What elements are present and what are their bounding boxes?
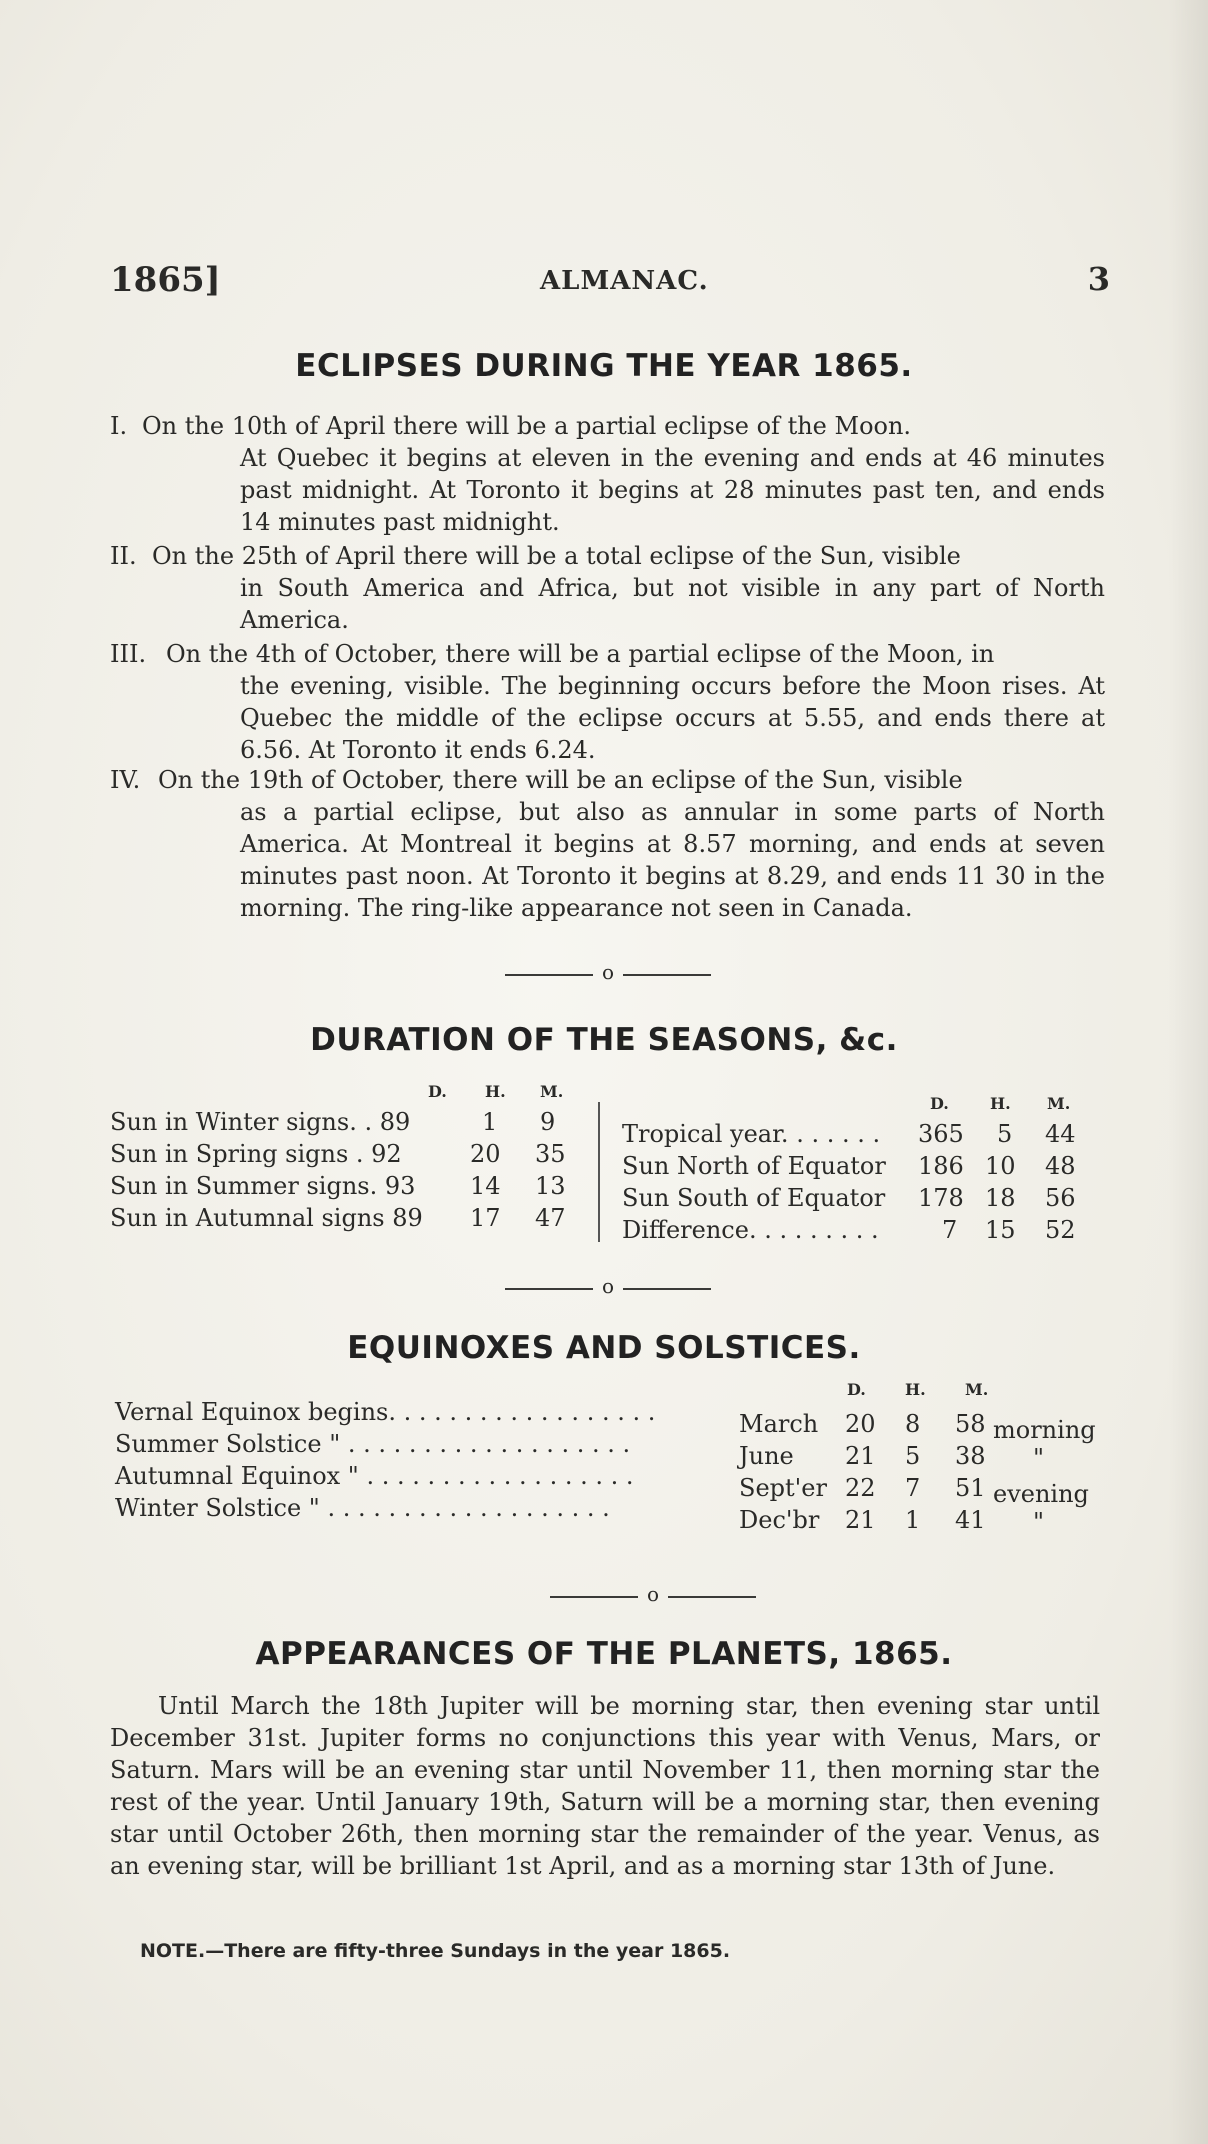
equinoxes-heading: EQUINOXES AND SOLSTICES. [347, 1330, 861, 1366]
season-minutes: 9 [540, 1108, 556, 1136]
season-days: 178 [918, 1184, 964, 1212]
equinox-time-of-day: morning [993, 1416, 1096, 1444]
season-label: Sun in Summer signs. 93 [110, 1172, 416, 1200]
col-header-d: D. [930, 1094, 949, 1113]
equinox-hour: 8 [905, 1410, 921, 1438]
equinox-time-of-day: " [1033, 1508, 1045, 1536]
season-minutes: 35 [535, 1140, 566, 1168]
eclipse-number: IV. [110, 766, 141, 794]
eclipse-number: II. [110, 542, 137, 570]
season-days: 7 [942, 1216, 958, 1244]
season-minutes: 44 [1045, 1120, 1076, 1148]
equinox-time-of-day: evening [993, 1480, 1089, 1508]
eclipse-item-1 [110, 410, 1105, 540]
eclipse-first-line: On the 10th of April there will be a partial eclipse of the Moon. [142, 412, 912, 440]
season-label: Sun in Spring signs . 92 [110, 1140, 402, 1168]
equinox-label: Autumnal Equinox " . . . . . . . . . . . . . . . . . . [115, 1462, 634, 1490]
equinox-day: 20 [845, 1410, 876, 1438]
col-header-h: H. [990, 1094, 1011, 1113]
column-divider [598, 1102, 600, 1242]
eclipse-first-line: On the 4th of October, there will be a partial eclipse of the Moon, in [166, 640, 995, 668]
eclipse-first-line: On the 25th of April there will be a total eclipse of the Sun, visible [152, 542, 961, 570]
season-hours: 14 [470, 1172, 501, 1200]
seasons-heading: DURATION OF THE SEASONS, &c. [310, 1022, 898, 1058]
season-hours: 15 [985, 1216, 1016, 1244]
page-header [110, 260, 1110, 300]
eclipse-text: the evening, visible. The beginning occurs before the Moon rises. At Quebec the middle of the eclipse occurs at 5.55, and ends there at 6.56. At Toronto it ends 6.24. [240, 672, 1105, 764]
equinox-month: June [739, 1442, 794, 1470]
col-header-h: H. [485, 1082, 506, 1101]
eclipses-heading: ECLIPSES DURING THE YEAR 1865. [295, 348, 913, 384]
header-title: ALMANAC. [540, 266, 709, 296]
season-hours: 10 [985, 1152, 1016, 1180]
season-label: Sun in Winter signs. . 89 [110, 1108, 411, 1136]
col-header-m: M. [1047, 1094, 1071, 1113]
eclipse-item-3 [110, 638, 1105, 768]
season-minutes: 48 [1045, 1152, 1076, 1180]
equinox-day: 21 [845, 1442, 876, 1470]
equinox-day: 21 [845, 1506, 876, 1534]
planets-heading: APPEARANCES OF THE PLANETS, 1865. [255, 1636, 953, 1672]
season-hours: 20 [470, 1140, 501, 1168]
season-label: Tropical year. . . . . . . [622, 1120, 881, 1148]
eclipse-number: I. [110, 412, 128, 440]
eclipse-text: in South America and Africa, but not visible in any part of North America. [240, 574, 1105, 634]
equinox-month: Dec'br [739, 1506, 820, 1534]
eclipse-text: as a partial eclipse, but also as annular in some parts of North America. At Montreal it begins at 8.57 morning, and ends at seven minutes past noon. At Toronto it begins at 8.29, and ends 11 30 in the morning. The ring-like appearance not seen in Canada. [240, 798, 1105, 922]
equinox-hour: 5 [905, 1442, 921, 1470]
season-minutes: 56 [1045, 1184, 1076, 1212]
season-hours: 18 [985, 1184, 1016, 1212]
eclipse-item-2 [110, 540, 1105, 640]
section-rule [505, 1274, 715, 1304]
season-minutes: 13 [535, 1172, 566, 1200]
eclipse-first-line: On the 19th of October, there will be an eclipse of the Sun, visible [158, 766, 963, 794]
col-header-h: H. [905, 1380, 926, 1399]
season-label: Sun in Autumnal signs 89 [110, 1204, 423, 1232]
equinox-minute: 58 [955, 1410, 986, 1438]
equinox-label: Winter Solstice " . . . . . . . . . . . . . . . . . . . [115, 1494, 610, 1522]
equinox-month: March [739, 1410, 819, 1438]
col-header-m: M. [965, 1380, 989, 1399]
equinox-row [115, 1430, 1115, 1472]
equinox-hour: 7 [905, 1474, 921, 1502]
header-year: 1865] [110, 260, 221, 300]
col-header-d: D. [428, 1082, 447, 1101]
page-edge-shadow [1168, 0, 1208, 2144]
season-hours: 1 [482, 1108, 498, 1136]
eclipse-item-4 [110, 764, 1105, 954]
eclipse-number: III. [110, 640, 147, 668]
equinox-month: Sept'er [739, 1474, 827, 1502]
equinox-row [115, 1494, 1115, 1536]
season-label: Difference. . . . . . . . . [622, 1216, 879, 1244]
season-label: Sun South of Equator [622, 1184, 886, 1212]
col-header-m: M. [540, 1082, 564, 1101]
season-label: Sun North of Equator [622, 1152, 886, 1180]
equinox-label: Vernal Equinox begins. . . . . . . . . . . . . . . . . . [115, 1398, 656, 1426]
planets-paragraph: Until March the 18th Jupiter will be morning star, then evening star until December 31st. Jupiter forms no conjunctions this year with Venus, Mars, or Saturn. Mars will be an evening star until November 11, then morning star the rest of the year. Until January 19th, Saturn will be a morning star, then evening star until October 26th, then morning star the remainder of the year. Venus, as an evening star, will be brilliant 1st April, and as a morning star 13th of June. [110, 1692, 1100, 1880]
equinox-day: 22 [845, 1474, 876, 1502]
equinox-hour: 1 [905, 1506, 921, 1534]
section-rule [505, 960, 715, 990]
season-minutes: 52 [1045, 1216, 1076, 1244]
season-days: 365 [918, 1120, 964, 1148]
season-days: 186 [918, 1152, 964, 1180]
section-rule [550, 1582, 760, 1612]
rule-mark: o [602, 960, 615, 984]
col-header-d: D. [847, 1380, 866, 1399]
season-hours: 5 [997, 1120, 1013, 1148]
footnote: NOTE.—There are fifty-three Sundays in the year 1865. [140, 1940, 731, 1962]
season-minutes: 47 [535, 1204, 566, 1232]
equinox-label: Summer Solstice " . . . . . . . . . . . . . . . . . . . [115, 1430, 631, 1458]
rule-mark: o [647, 1582, 660, 1606]
equinox-minute: 38 [955, 1442, 986, 1470]
rule-mark: o [602, 1274, 615, 1298]
season-hours: 17 [470, 1204, 501, 1232]
equinox-minute: 51 [955, 1474, 986, 1502]
page-number: 3 [1087, 260, 1110, 298]
equinox-minute: 41 [955, 1506, 986, 1534]
equinox-time-of-day: " [1033, 1444, 1045, 1472]
eclipse-text: At Quebec it begins at eleven in the evening and ends at 46 minutes past midnight. At Toronto it begins at 28 minutes past ten, and ends 14 minutes past midnight. [240, 444, 1105, 536]
